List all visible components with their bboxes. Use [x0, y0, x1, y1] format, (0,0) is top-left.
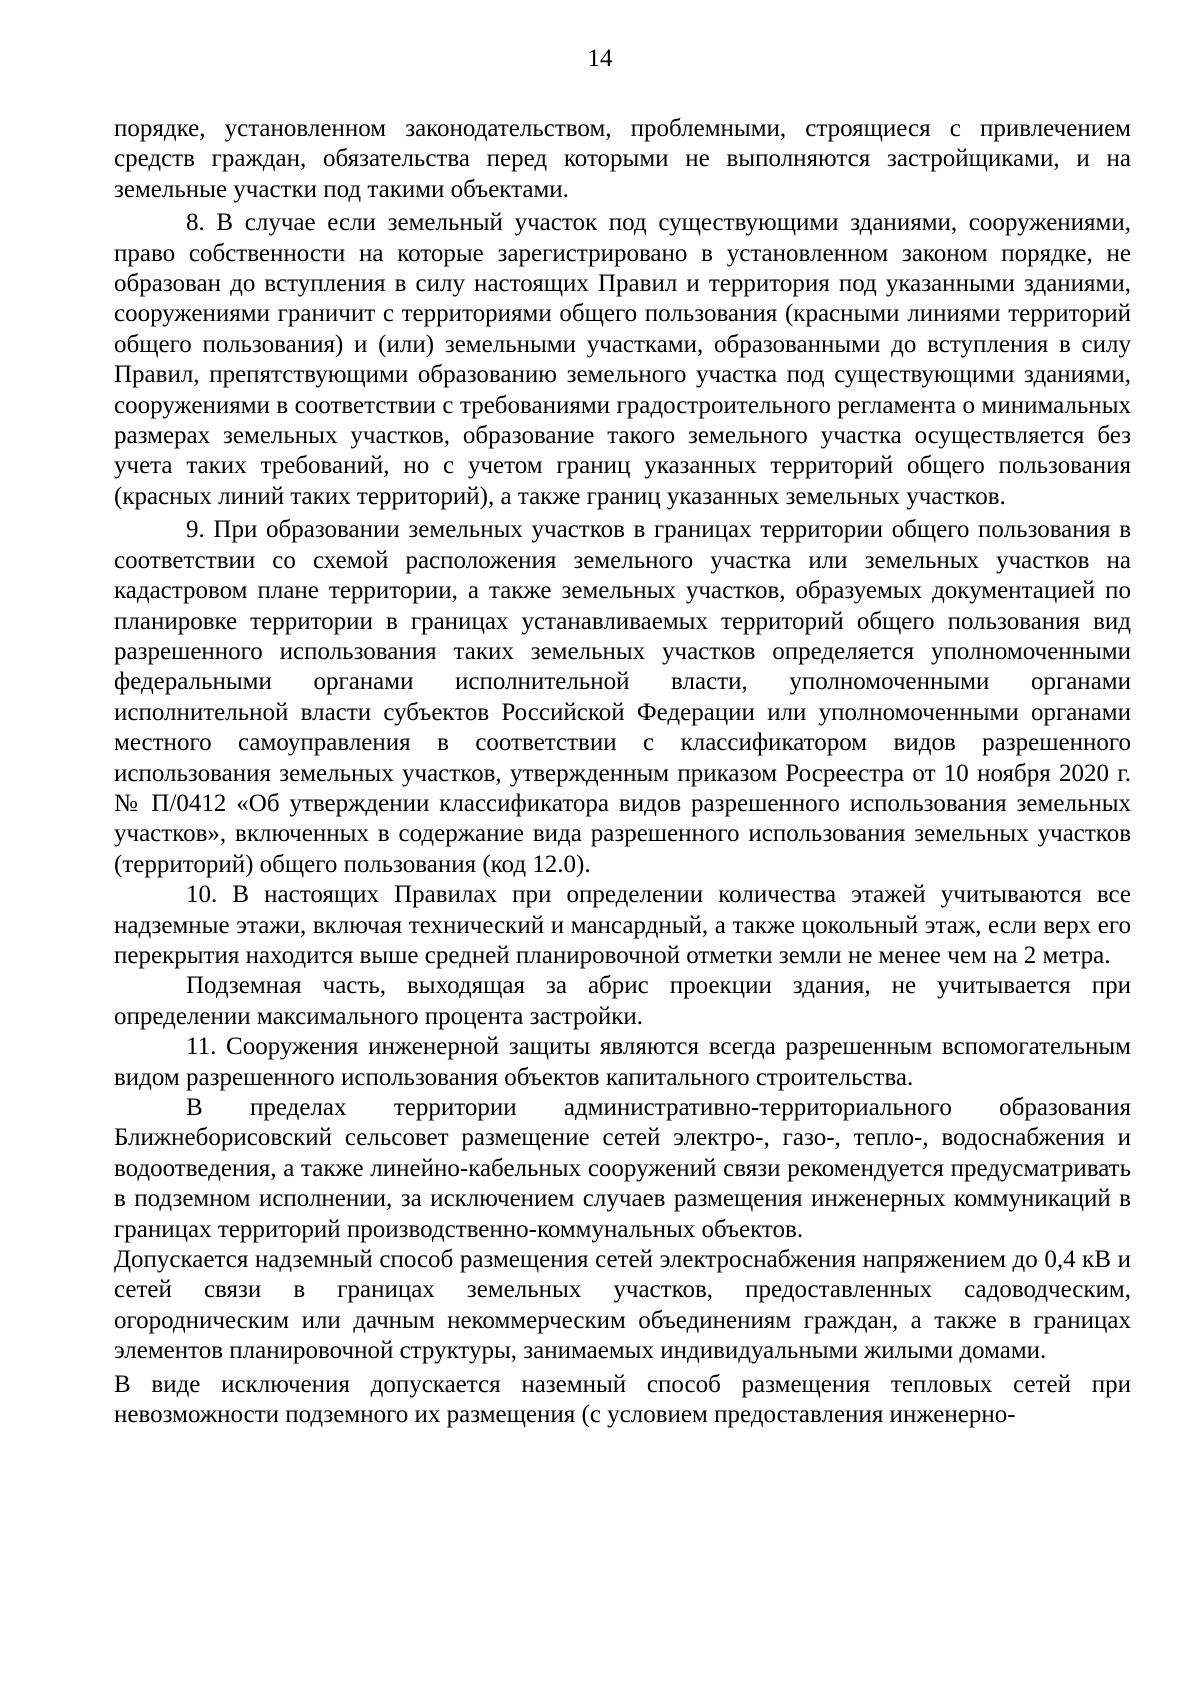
- paragraph-continuation: порядке, установленном законодательством, проблемными, строящиеся с привлечением средств граждан, обязательства перед которыми не выполняются застройщиками, и на земельные участки под такими объектами.: [114, 115, 1131, 203]
- paragraph-underground-part: Подземная часть, выходящая за абрис проекции здания, не учитывается при определении максимального процента застройки.: [114, 972, 1131, 1030]
- paragraph-heating-networks: В виде исключения допускается наземный способ размещения тепловых сетей при невозможности подземного их размещения (с условием предоставления инженерно-: [114, 1370, 1131, 1429]
- paragraph-overhead-allowed: Допускается надземный способ размещения сетей электроснабжения напряжением до 0,4 кВ и сетей связи в границах земельных участков, предоставленных садоводческим, огородническим или дачным некоммерческим объединениям граждан, а также в границах элементов планировочной структуры, занимаемых индивидуальными жилыми домами.: [114, 1246, 1131, 1365]
- page-number: 14: [587, 45, 613, 72]
- paragraph-item-11: 11. Сооружения инженерной защиты являются всегда разрешенным вспомогательным видом разрешенного использования объектов капитального строительства.: [114, 1033, 1131, 1091]
- document-body: [114, 114, 1131, 1430]
- paragraph-item-9: 9. При образовании земельных участков в границах территории общего пользования в соответствии со схемой расположения земельного участка или земельных участков на кадастровом плане территории, а также земельных участков, образуемых документацией по планировке территории в границах устанавливаемых территорий общего пользования вид разрешенного использования таких земельных участков определяется уполномоченными федеральными органами исполнительной власти, уполномоченными органами исполнительной власти субъектов Российской Федерации или уполномоченными органами местного самоуправления в соответствии с классификатором видов разрешенного использования земельных участков, утвержденным приказом Росреестра от 10 ноября 2020 г. № П/0412 «Об утверждении классификатора видов разрешенного использования земельных участков», включенных в содержание вида разрешенного использования земельных участков (территорий) общего пользования (код 12.0).: [114, 516, 1131, 878]
- paragraph-item-8: 8. В случае если земельный участок под существующими зданиями, сооружениями, право собственности на которые зарегистрировано в установленном законом порядке, не образован до вступления в силу настоящих Правил и территория под указанными зданиями, сооружениями граничит с территориями общего пользования (красными линиями территорий общего пользования) и (или) земельными участками, образованными до вступления в силу Правил, препятствующими образованию земельного участка под существующими зданиями, сооружениями в соответствии с требованиями градостроительного регламента о минимальных размерах земельных участков, образование такого земельного участка осуществляется без учета таких требований, но с учетом границ указанных территорий общего пользования (красных линий таких территорий), а также границ указанных земельных участков.: [114, 209, 1131, 510]
- paragraph-item-10: 10. В настоящих Правилах при определении количества этажей учитываются все надземные этажи, включая технический и мансардный, а также цокольный этаж, если верх его перекрытия находится выше средней планировочной отметки земли не менее чем на 2 метра.: [114, 881, 1131, 969]
- paragraph-utilities-placement: В пределах территории административно-территориального образования Ближнеборисовский сельсовет размещение сетей электро-, газо-, тепло-, водоснабжения и водоотведения, а также линейно-кабельных сооружений связи рекомендуется предусматривать в подземном исполнении, за исключением случаев размещения инженерных коммуникаций в границах территорий производственно-коммунальных объектов.: [114, 1094, 1131, 1243]
